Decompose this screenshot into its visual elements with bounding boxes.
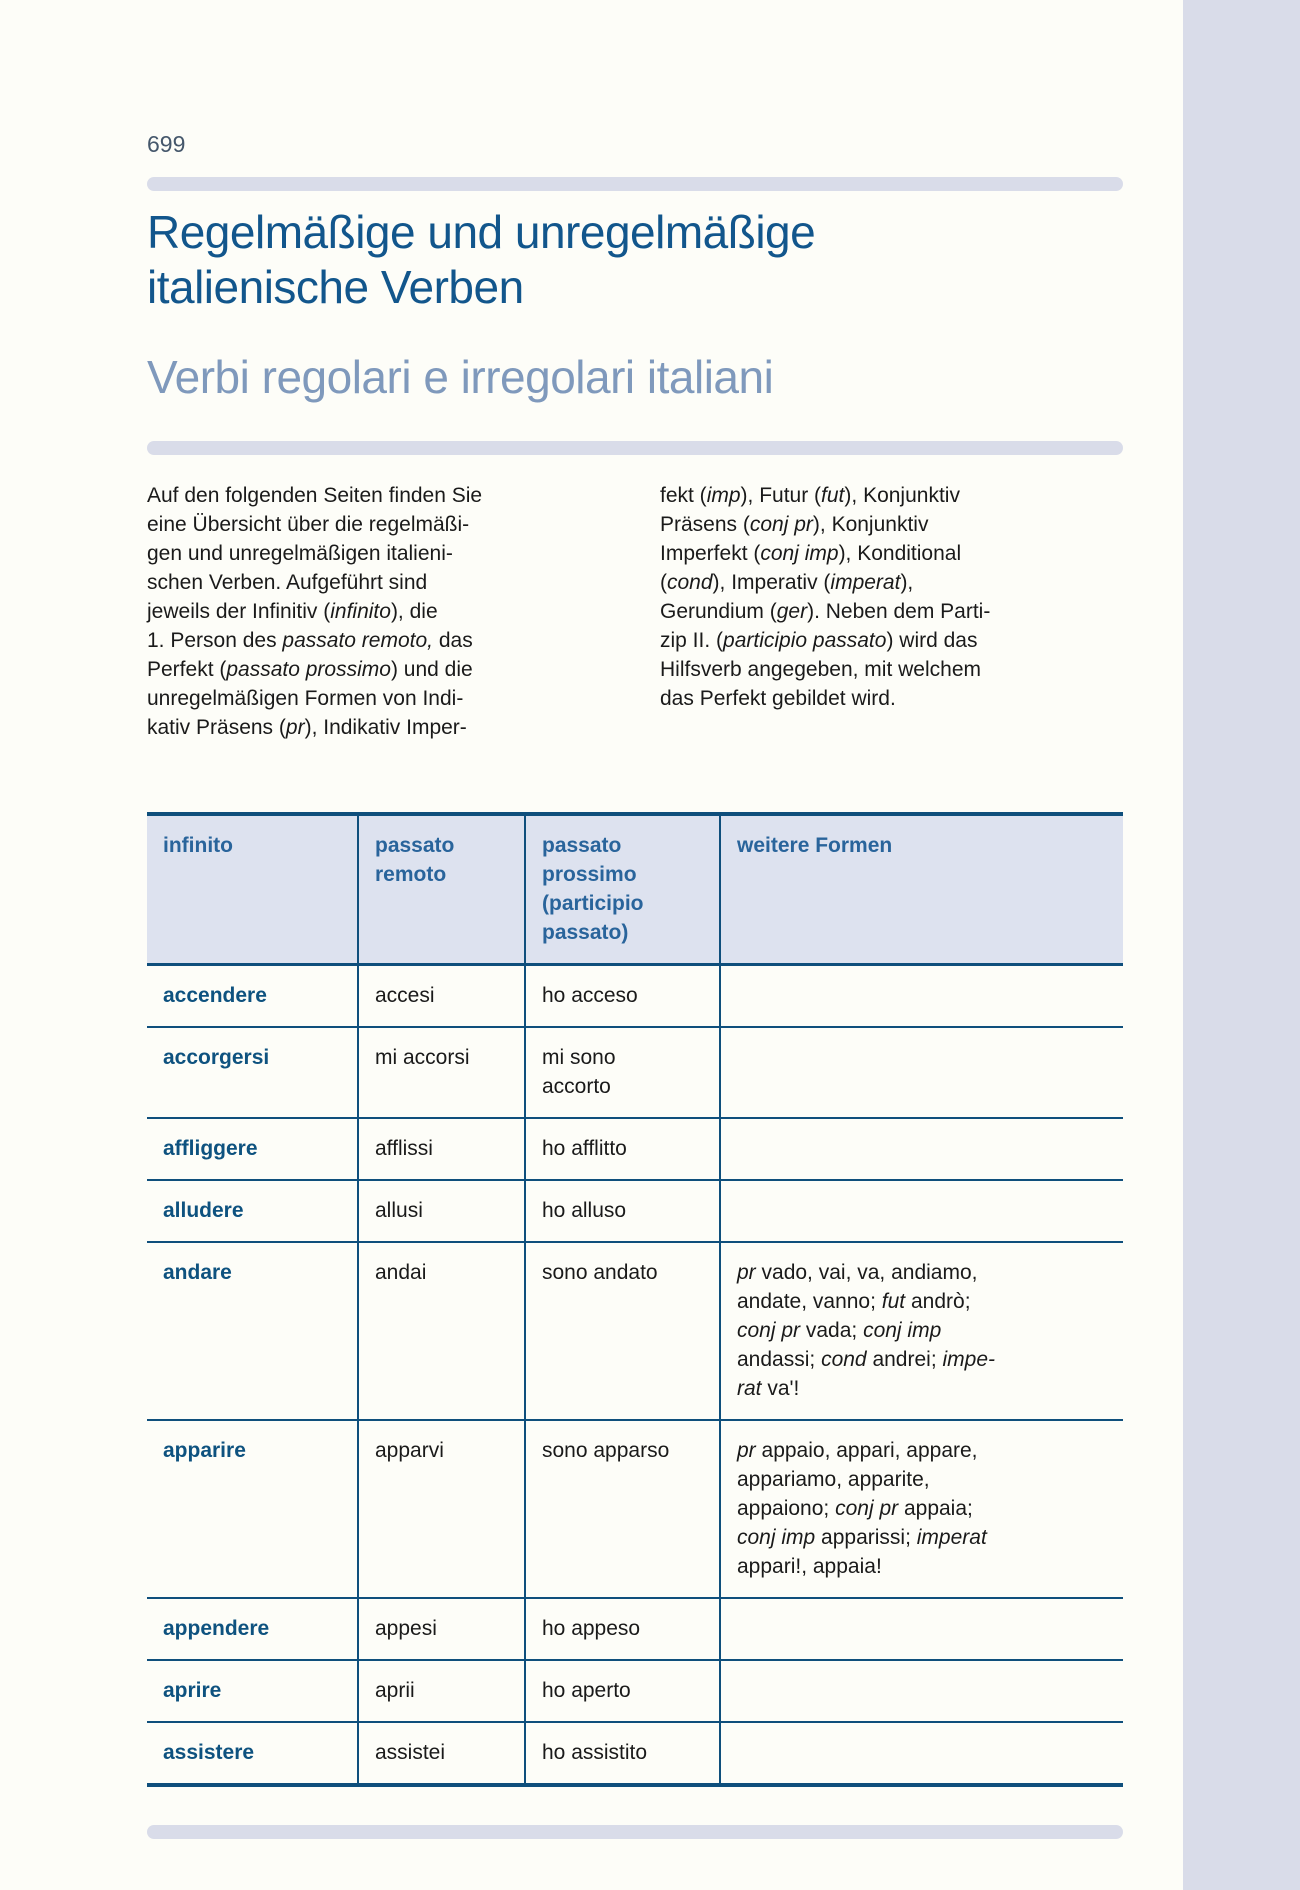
table-row (147, 1242, 1123, 1420)
passato-remoto-cell: appesi (358, 1598, 525, 1660)
table-row (147, 1180, 1123, 1242)
infinito-cell: apparire (147, 1420, 358, 1598)
passato-remoto-cell: afflissi (358, 1118, 525, 1180)
page-subtitle: Verbi regolari e irregolari italiani (147, 351, 774, 403)
text-line: (cond), Imperativ (imperat), (660, 571, 914, 594)
table-row (147, 1420, 1123, 1598)
text-line: mi sono (542, 1046, 616, 1069)
passato-remoto-cell: andai (358, 1242, 525, 1420)
text-line: ho afflitto (542, 1137, 627, 1160)
weitere-formen-cell (720, 1420, 1123, 1598)
passato-prossimo-cell (525, 1180, 720, 1242)
text-line: conj imp apparissi; imperat (737, 1526, 987, 1549)
intro-paragraph (147, 481, 1123, 742)
infinito-cell: aprire (147, 1660, 358, 1722)
page-edge-band (1183, 0, 1300, 1890)
table-row (147, 1598, 1123, 1660)
top-rule-bar (147, 177, 1123, 191)
passato-remoto-cell: accesi (358, 965, 525, 1028)
text-line: passato (542, 834, 622, 857)
text-line: accorto (542, 1075, 611, 1098)
text-line: Präsens (conj pr), Konjunktiv (660, 513, 929, 536)
verbs-table-body (147, 965, 1123, 1786)
text-line: sono apparso (542, 1439, 670, 1462)
text-line: Imperfekt (conj imp), Konditional (660, 542, 962, 565)
passato-remoto-cell: assistei (358, 1722, 525, 1785)
page-title-line1: Regelmäßige und unregelmäßige (147, 206, 816, 258)
weitere-formen-cell (720, 1722, 1123, 1785)
text-line: gen und unregelmäßigen italieni- (147, 542, 453, 565)
text-line: Gerundium (ger). Neben dem Parti- (660, 600, 991, 623)
passato-prossimo-cell (525, 965, 720, 1028)
infinito-cell: appendere (147, 1598, 358, 1660)
text-line: fekt (imp), Futur (fut), Konjunktiv (660, 484, 960, 507)
passato-remoto-cell: allusi (358, 1180, 525, 1242)
passato-prossimo-cell (525, 1242, 720, 1420)
weitere-formen-cell (720, 1180, 1123, 1242)
text-line: ho alluso (542, 1199, 627, 1222)
text-line: zip II. (participio passato) wird das (660, 629, 978, 652)
passato-remoto-cell: aprii (358, 1660, 525, 1722)
text-line: ho aperto (542, 1679, 631, 1702)
verbs-table (147, 812, 1123, 1787)
text-line: passato (375, 834, 455, 857)
text-line: conj pr vada; conj imp (737, 1319, 942, 1342)
subtitle-rule-bar (147, 441, 1123, 455)
weitere-formen-cell (720, 1660, 1123, 1722)
column-header-passato-prossimo (525, 814, 720, 965)
text-line: 1. Person des passato remoto, das (147, 629, 473, 652)
text-line: andassi; cond andrei; impe- (737, 1348, 996, 1371)
text-line: (participio (542, 892, 644, 915)
text-line: infinito (163, 834, 233, 857)
column-header-infinito (147, 814, 358, 965)
text-line: prossimo (542, 863, 637, 886)
text-line: Hilfsverb angegeben, mit welchem (660, 658, 981, 681)
passato-remoto-cell: mi accorsi (358, 1027, 525, 1118)
infinito-cell: assistere (147, 1722, 358, 1785)
weitere-formen-cell (720, 965, 1123, 1028)
passato-prossimo-cell (525, 1660, 720, 1722)
text-line: pr vado, vai, va, andiamo, (737, 1261, 978, 1284)
text-line: appari!, appaia! (737, 1555, 882, 1578)
passato-prossimo-cell (525, 1027, 720, 1118)
passato-prossimo-cell (525, 1118, 720, 1180)
text-line: rat va'! (737, 1377, 800, 1400)
table-row (147, 1027, 1123, 1118)
text-line: sono andato (542, 1261, 658, 1284)
passato-remoto-cell: apparvi (358, 1420, 525, 1598)
infinito-cell: accorgersi (147, 1027, 358, 1118)
page-title-line2: italienische Verben (147, 261, 524, 313)
text-line: schen Verben. Aufgeführt sind (147, 571, 428, 594)
column-header-weitere-formen (720, 814, 1123, 965)
table-row (147, 1118, 1123, 1180)
text-line: kativ Präsens (pr), Indikativ Imper- (147, 716, 467, 739)
intro-column-left (147, 481, 625, 742)
text-line: das Perfekt gebildet wird. (660, 687, 896, 710)
text-line: Perfekt (passato prossimo) und die (147, 658, 473, 681)
verbs-table-header (147, 814, 1123, 965)
text-line: jeweils der Infinitiv (infinito), die (147, 600, 438, 623)
text-line: ho acceso (542, 984, 638, 1007)
weitere-formen-cell (720, 1242, 1123, 1420)
text-line: remoto (375, 863, 447, 886)
bottom-rule-bar (147, 1825, 1123, 1839)
table-row (147, 1722, 1123, 1785)
text-line: weitere Formen (737, 834, 893, 857)
page-title (147, 205, 1123, 315)
text-line: appariamo, apparite, (737, 1468, 930, 1491)
text-line: pr appaio, appari, appare, (737, 1439, 978, 1462)
infinito-cell: andare (147, 1242, 358, 1420)
text-line: Auf den folgenden Seiten finden Sie (147, 484, 483, 507)
weitere-formen-cell (720, 1027, 1123, 1118)
table-header-row (147, 814, 1123, 965)
passato-prossimo-cell (525, 1420, 720, 1598)
text-line: unregelmäßigen Formen von Indi- (147, 687, 464, 710)
text-line: andate, vanno; fut andrò; (737, 1290, 971, 1313)
passato-prossimo-cell (525, 1598, 720, 1660)
text-line: passato) (542, 921, 629, 944)
page-content (147, 0, 1123, 1839)
intro-column-right (660, 481, 1123, 742)
text-line: ho appeso (542, 1617, 641, 1640)
table-row (147, 1660, 1123, 1722)
text-line: appaiono; conj pr appaia; (737, 1497, 973, 1520)
text-line: eine Übersicht über die regelmäßi- (147, 513, 470, 536)
infinito-cell: accendere (163, 984, 267, 1007)
passato-prossimo-cell (525, 1722, 720, 1785)
column-header-passato-remoto (358, 814, 525, 965)
page-number: 699 (147, 131, 186, 157)
infinito-cell: affliggere (147, 1118, 358, 1180)
infinito-cell: alludere (147, 1180, 358, 1242)
text-line: ho assistito (542, 1741, 648, 1764)
weitere-formen-cell (720, 1598, 1123, 1660)
table-row (147, 965, 1123, 1028)
weitere-formen-cell (720, 1118, 1123, 1180)
